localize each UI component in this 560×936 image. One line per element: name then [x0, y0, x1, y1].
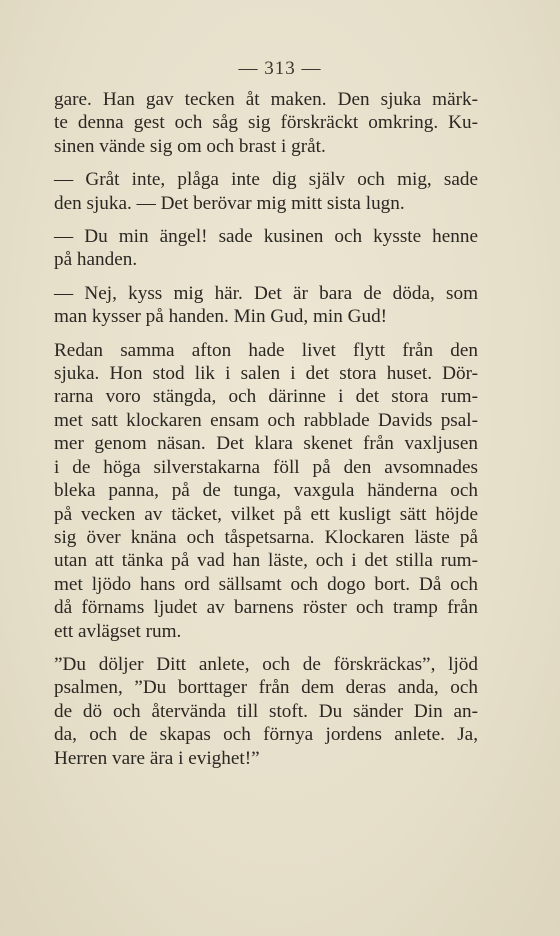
text-line: sinen vände sig om och brast i gråt. [54, 135, 326, 157]
text-line: på vecken av täcket, vilket på ett kusligt sätt höjde [54, 503, 478, 525]
text-line: — Nej, kyss mig här. Det är bara de döda, som [54, 282, 478, 304]
paragraph [54, 88, 478, 158]
text-line: te denna gest och såg sig förskräckt omkring. Ku- [54, 112, 478, 134]
text-line: den sjuka. — Det berövar mig mitt sista lugn. [54, 192, 405, 214]
paragraph [54, 168, 478, 215]
page-number: — 313 — [238, 58, 322, 79]
text-line: sjuka. Hon stod lik i salen i det stora huset. Dör- [54, 363, 478, 385]
paragraph [54, 653, 478, 770]
text-line: psalmen, ”Du borttager från dem deras anda, och [54, 677, 478, 699]
text-line: ”Du döljer Ditt anlete, och de förskräckas”, ljöd [54, 653, 478, 675]
text-line: met satt klockaren ensam och rabblade Davids psal- [54, 409, 478, 431]
paragraph [54, 225, 478, 272]
text-line: utan att tänka på vad han läste, och i det stilla rum- [54, 550, 478, 572]
text-line: ett avlägset rum. [54, 620, 182, 642]
body-text [54, 88, 478, 770]
text-line: bleka panna, på de tunga, vaxgula händerna och [54, 480, 478, 502]
text-line: då förnams ljudet av barnens röster och tramp från [54, 597, 478, 619]
text-line: met ljödo hans ord sällsamt och dogo bort. Då och [54, 573, 478, 595]
text-line: på handen. [54, 249, 138, 271]
text-line: rarna voro stängda, och därinne i det stora rum- [54, 386, 478, 408]
text-line: i de höga silverstakarna föll på den avsomnades [54, 456, 478, 478]
text-line: man kysser på handen. Min Gud, min Gud! [54, 306, 388, 328]
paragraph [54, 339, 478, 643]
paragraph [54, 282, 478, 329]
text-line: mer genom näsan. Det klara skenet från vaxljusen [54, 433, 478, 455]
text-line: — Du min ängel! sade kusinen och kysste henne [54, 226, 478, 248]
text-line: — Gråt inte, plåga inte dig själv och mig, sade [54, 169, 478, 191]
text-line: sig över knäna och tåspetsarna. Klockaren läste på [54, 526, 478, 548]
text-line: da, och de skapas och förnya jordens anlete. Ja, [54, 724, 478, 746]
text-line: gare. Han gav tecken åt maken. Den sjuka märk- [54, 89, 478, 110]
text-line: Herren vare ära i evighet!” [54, 747, 260, 769]
text-line: Redan samma afton hade livet flytt från den [54, 339, 478, 361]
text-line: de dö och återvända till stoft. Du sänder Din an- [54, 700, 478, 722]
